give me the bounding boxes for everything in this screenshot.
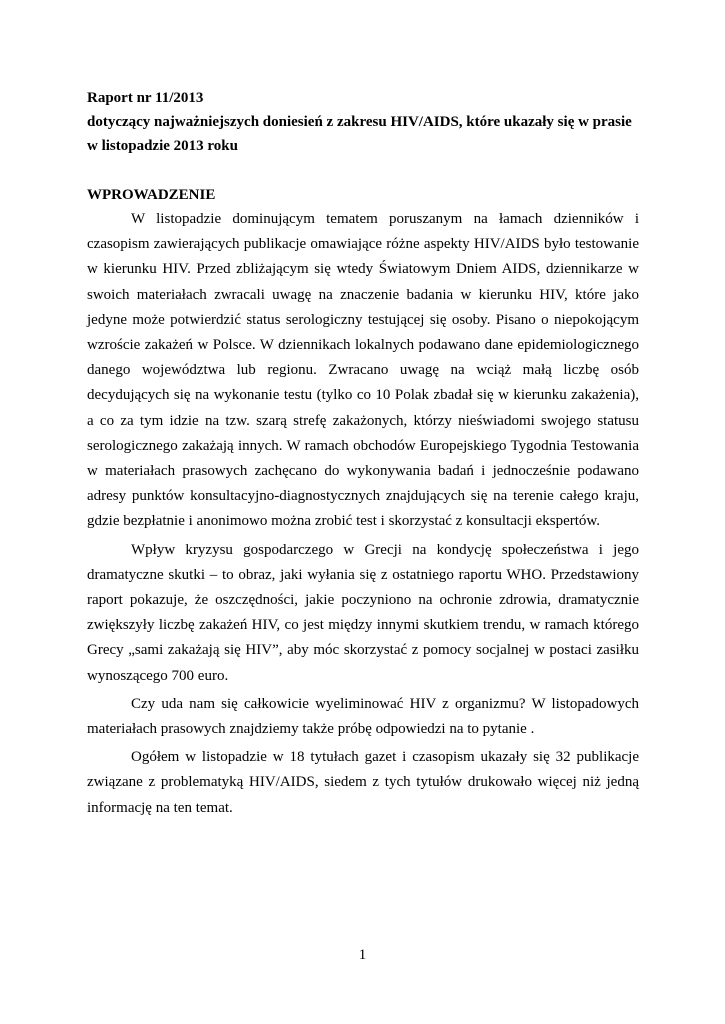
page-content (87, 86, 639, 821)
paragraph-2: Wpływ kryzysu gospodarczego w Grecji na kondycję społeczeństwa i jego dramatyczne skutki – to obraz, jaki wyłania się z ostatniego raportu WHO. Przedstawiony raport pokazuje, że oszczędności, jakie poczyniono na ochronie zdrowia, dramatycznie zwiększyły liczbę zakażeń HIV, co jest między innymi skutkiem trendu, w ramach którego Grecy „sami zakażają się HIV”, aby móc skorzystać z pomocy socjalnej w postaci zasiłku wynoszącego 700 euro. (87, 541, 639, 684)
report-title-line-2: dotyczący najważniejszych doniesień z zakresu HIV/AIDS, które ukazały się w prasie (87, 114, 632, 130)
paragraph-4: Ogółem w listopadzie w 18 tytułach gazet i czasopism ukazały się 32 publikacje związane z problematyką HIV/AIDS, siedem z tych tytułów drukowało więcej niż jedną informację na ten temat. (87, 749, 639, 816)
section-heading-introduction: WPROWADZENIE (87, 187, 216, 203)
report-title-line-3: w listopadzie 2013 roku (87, 138, 238, 154)
paragraph-3: Czy uda nam się całkowicie wyeliminować HIV z organizmu? W listopadowych materiałach prasowych znajdziemy także próbę odpowiedzi na to pytanie . (87, 695, 639, 738)
report-title-line-1: Raport nr 11/2013 (87, 90, 204, 106)
page-number: 1 (358, 947, 367, 963)
paragraph-1: W listopadzie dominującym tematem poruszanym na łamach dzienników i czasopism zawierających publikacje omawiające różne aspekty HIV/AIDS było testowanie w kierunku HIV. Przed zbliżającym się wtedy Światowym Dniem AIDS, dziennikarze w swoich materiałach zwracali uwagę na znaczenie badania w kierunku HIV, które jako jedyne może potwierdzić status serologiczny testującej się osoby. Pisano o niepokojącym wzroście zakażeń w Polsce. W dziennikach lokalnych podawano dane epidemiologicznego danego województwa lub regionu. Zwracano uwagę na wciąż małą liczbę osób decydujących się na wykonanie testu (tylko co 10 Polak zbadał się w kierunku zakażenia), a co za tym idzie na tzw. szarą strefę zakażonych, którzy nieświadomi swojego statusu serologicznego zakażają innych. W ramach obchodów Europejskiego Tygodnia Testowania w materiałach prasowych zachęcano do wykonywania badań i jednocześnie podawano adresy punktów konsultacyjno-diagnostycznych znajdujących się na terenie całego kraju, gdzie bezpłatnie i anonimowo można zrobić test i skorzystać z konsultacji ekspertów. (87, 211, 639, 530)
